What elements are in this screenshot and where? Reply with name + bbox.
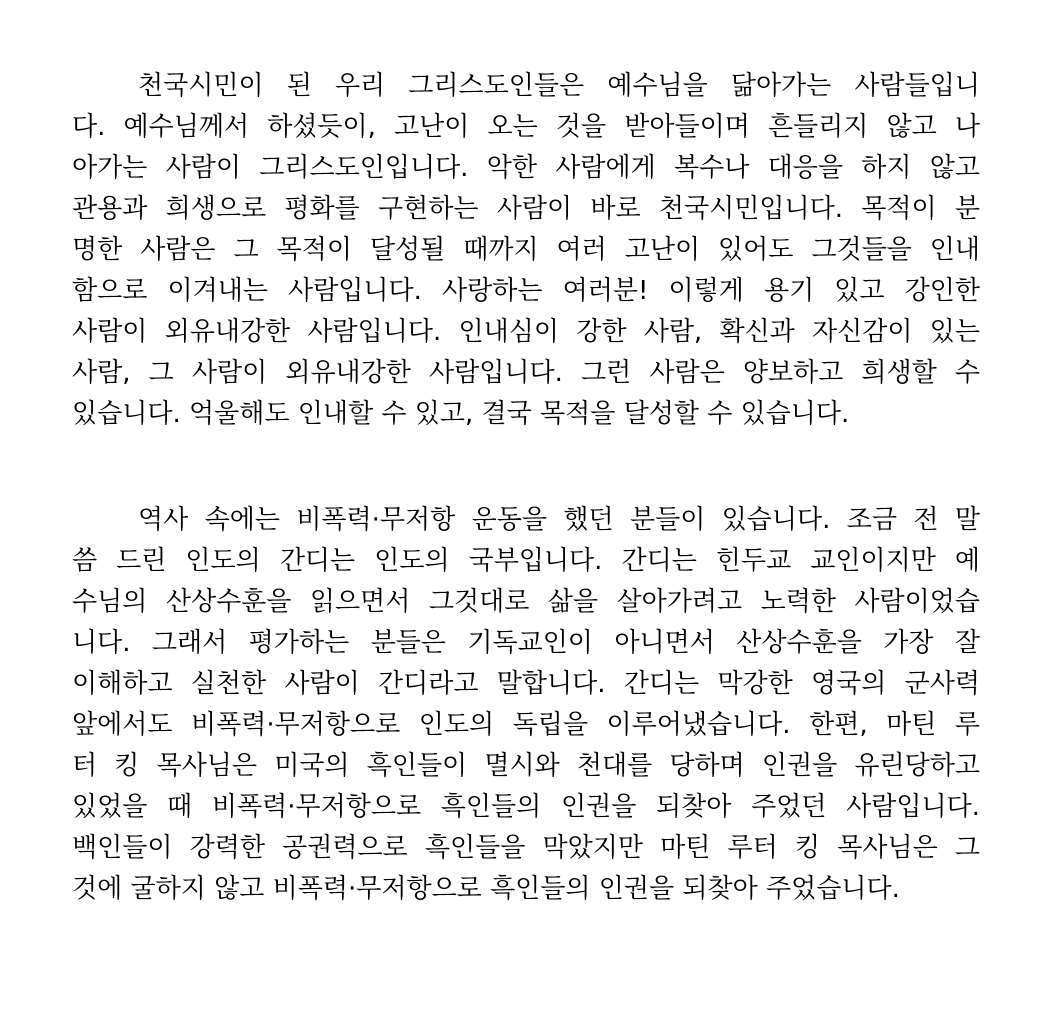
text-line: 있습니다. 억울해도 인내할 수 있고, 결국 목적을 달성할 수 있습니다. xyxy=(72,399,850,429)
text-line: 터 킹 목사님은 미국의 흑인들이 멸시와 천대를 당하며 인권을 유린당하고 xyxy=(72,751,980,781)
text-line: 니다. 그래서 평가하는 분들은 기독교인이 아니면서 산상수훈을 가장 잘 xyxy=(72,628,980,658)
text-line: 것에 굴하지 않고 비폭력·무저항으로 흑인들의 인권을 되찾아 주었습니다. xyxy=(72,874,900,904)
text-line: 역사 속에는 비폭력·무저항 운동을 했던 분들이 있습니다. 조금 전 말 xyxy=(138,505,980,535)
text-line: 수님의 산상수훈을 읽으면서 그것대로 삶을 살아가려고 노력한 사람이었습 xyxy=(72,587,980,617)
text-line: 다. 예수님께서 하셨듯이, 고난이 오는 것을 받아들이며 흔들리지 않고 나 xyxy=(72,112,980,142)
text-line: 함으로 이겨내는 사람입니다. 사랑하는 여러분! 이렇게 용기 있고 강인한 xyxy=(72,276,980,306)
text-line: 사람, 그 사람이 외유내강한 사람입니다. 그런 사람은 양보하고 희생할 수 xyxy=(72,358,980,388)
text-line: 명한 사람은 그 목적이 달성될 때까지 여러 고난이 있어도 그것들을 인내 xyxy=(72,235,980,265)
text-line: 백인들이 강력한 공권력으로 흑인들을 막았지만 마틴 루터 킹 목사님은 그 xyxy=(72,833,980,863)
text-line: 아가는 사람이 그리스도인입니다. 악한 사람에게 복수나 대응을 하지 않고 xyxy=(72,153,980,183)
text-line: 사람이 외유내강한 사람입니다. 인내심이 강한 사람, 확신과 자신감이 있는 xyxy=(72,317,980,347)
text-line: 관용과 희생으로 평화를 구현하는 사람이 바로 천국시민입니다. 목적이 분 xyxy=(72,194,980,224)
text-line: 씀 드린 인도의 간디는 인도의 국부입니다. 간디는 힌두교 교인이지만 예 xyxy=(72,546,980,576)
text-line: 있었을 때 비폭력·무저항으로 흑인들의 인권을 되찾아 주었던 사람입니다. xyxy=(72,792,980,822)
text-line: 천국시민이 된 우리 그리스도인들은 예수님을 닮아가는 사람들입니 xyxy=(138,71,980,101)
text-line: 이해하고 실천한 사람이 간디라고 말합니다. 간디는 막강한 영국의 군사력 xyxy=(72,669,980,699)
text-line: 앞에서도 비폭력·무저항으로 인도의 독립을 이루어냈습니다. 한편, 마틴 루 xyxy=(72,710,980,740)
